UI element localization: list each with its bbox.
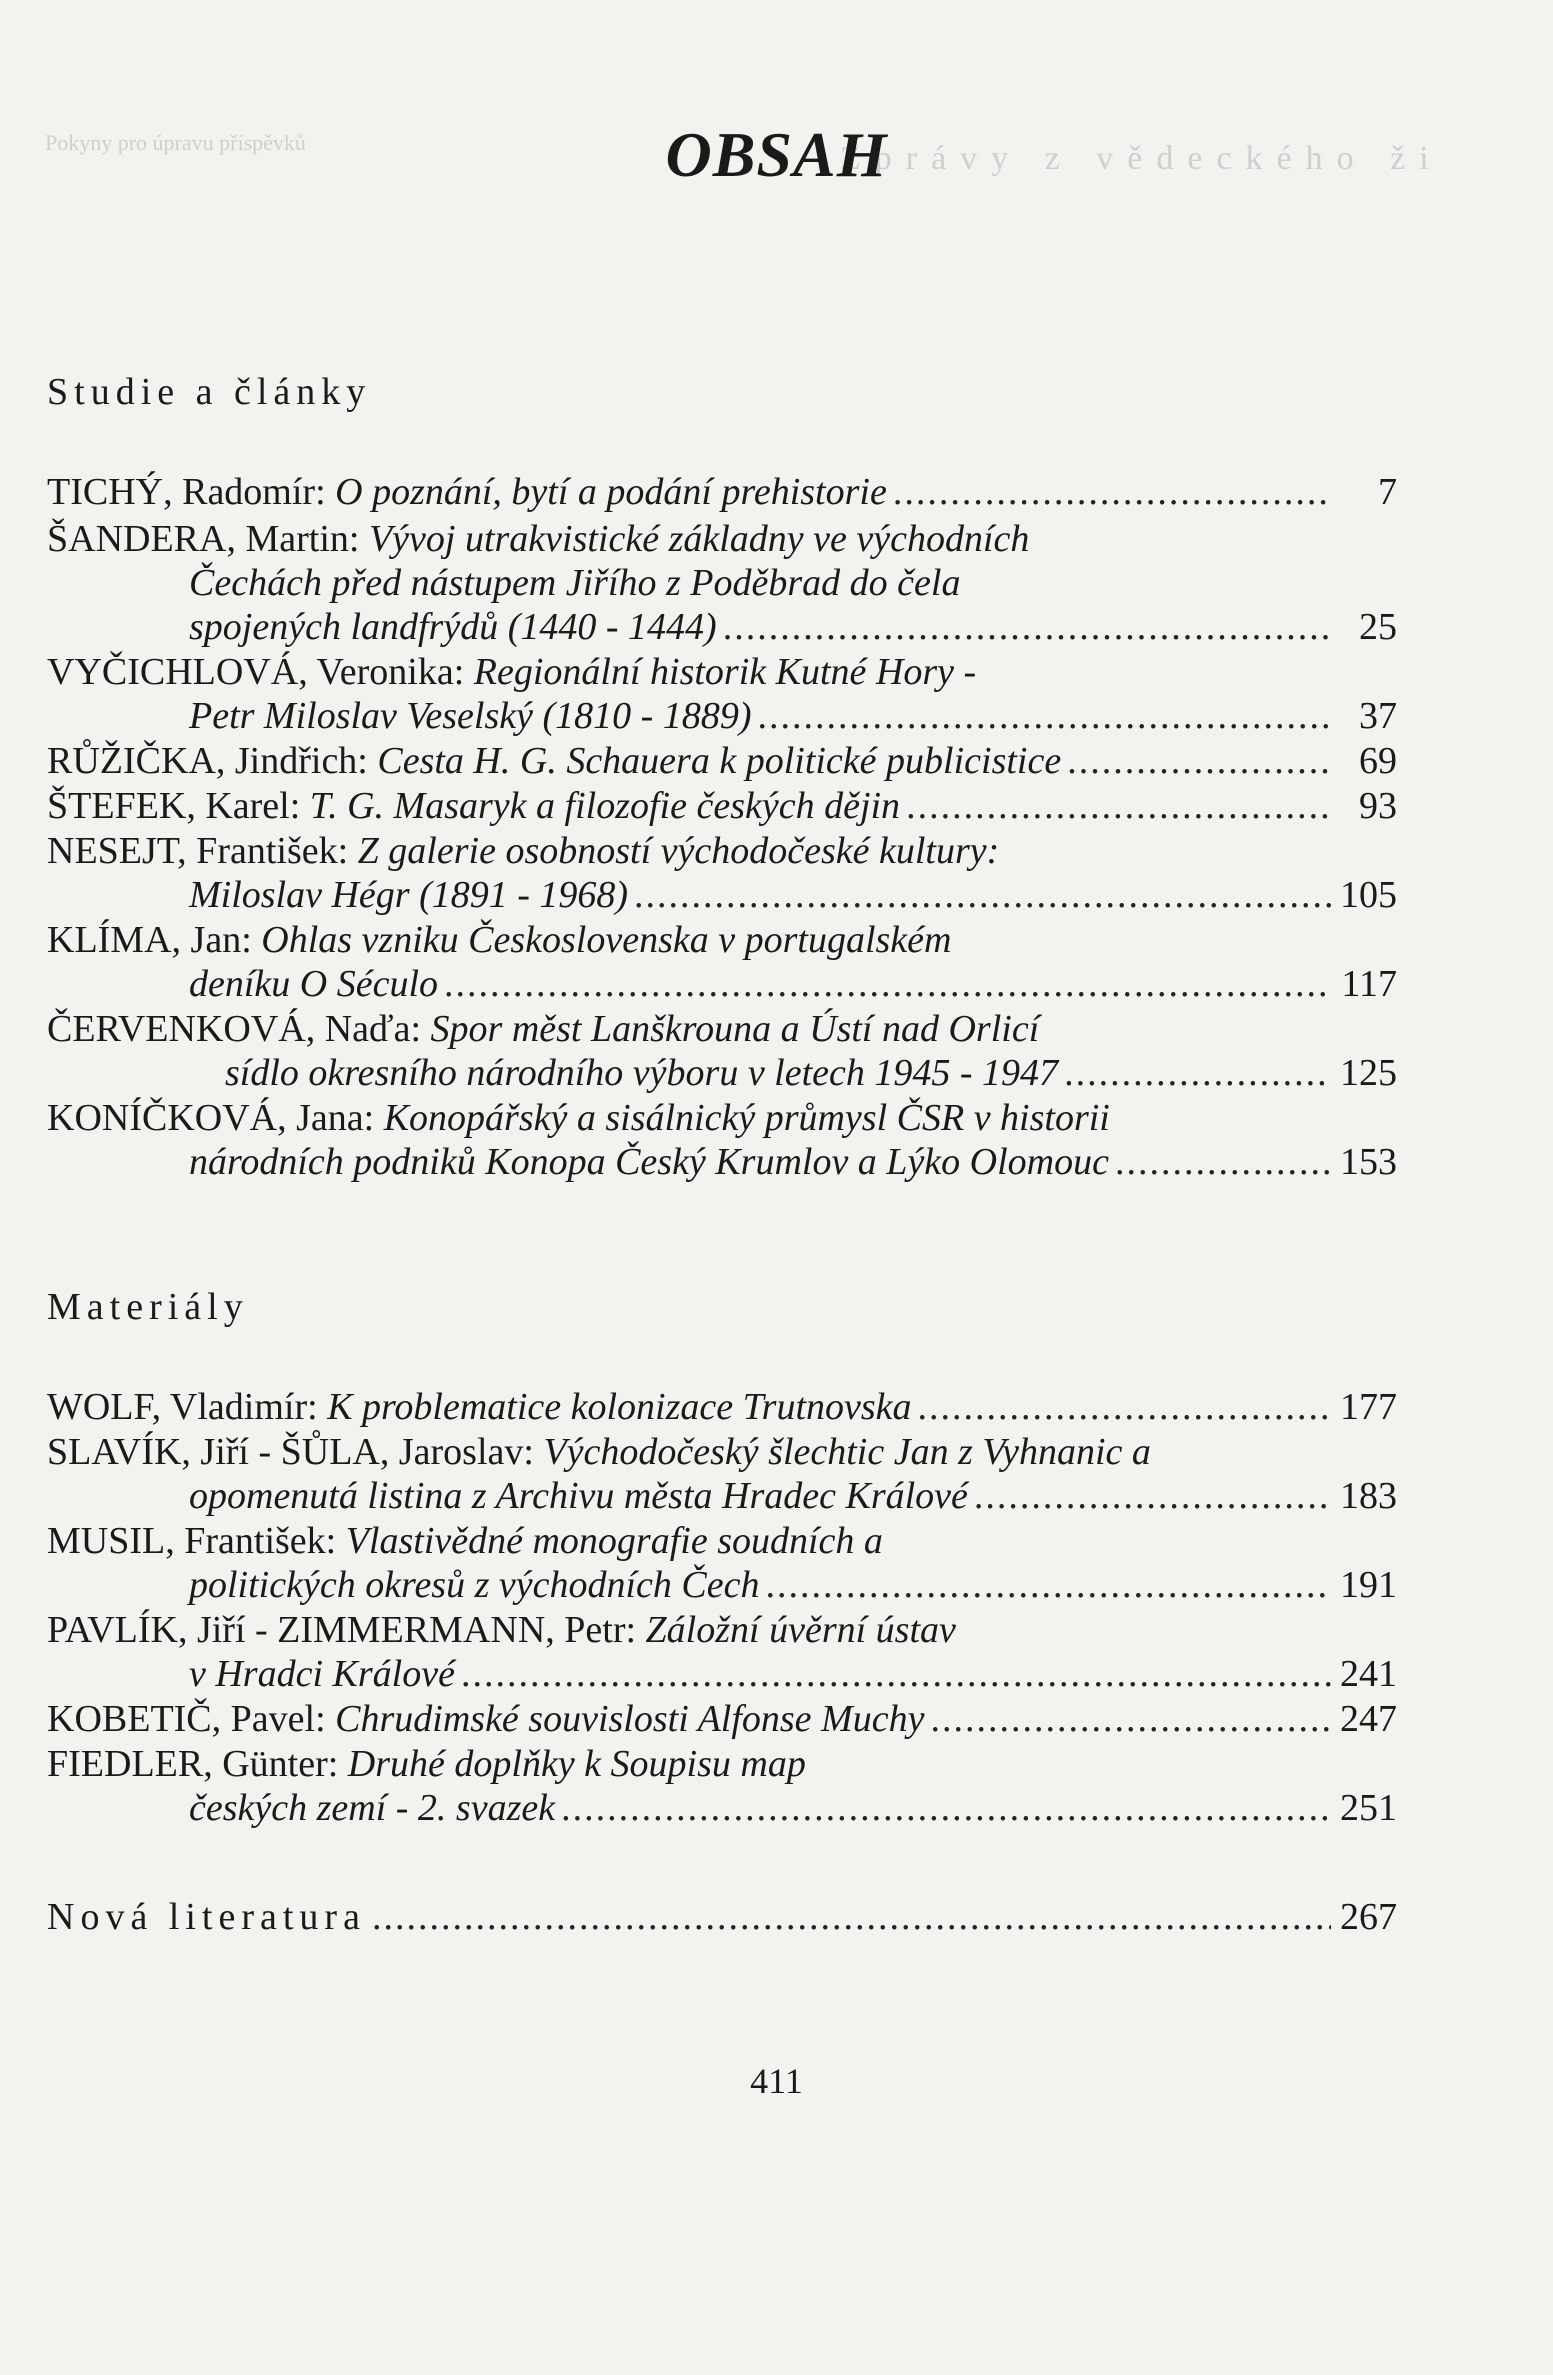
entry-title: českých zemí - 2. svazek [189,1787,556,1829]
entry-author: ČERVENKOVÁ, Naďa: [47,1008,422,1050]
toc-entry [47,1007,1397,1095]
entry-title: spojených landfrýdů (1440 - 1444) [189,606,717,648]
toc-entry [47,650,1397,738]
entry-title: Spor měst Lanškrouna a Ústí nad Orlicí [430,1008,1040,1050]
entry-title: Cesta H. G. Schauera k politické publicistice [377,740,1062,782]
entry-page: 117 [1341,963,1397,1005]
entry-title: Vlastivědné monografie soudních a [345,1520,883,1562]
entry-author: NESEJT, František: [47,830,349,872]
section-heading-studie: Studie a články [47,371,372,413]
toc-entry [47,784,1397,828]
entry-title: Ohlas vzniku Československa v portugalském [261,919,952,961]
entry-author: TICHÝ, Radomír: [47,471,326,513]
entry-title: T. G. Masaryk a filozofie českých dějin [309,785,901,827]
entry-page: 69 [1359,740,1397,782]
entry-page: 183 [1340,1475,1397,1517]
entry-page: 177 [1340,1386,1397,1428]
toc-entry [47,1519,1397,1607]
entry-author: KLÍMA, Jan: [47,919,252,961]
entry-author: PAVLÍK, Jiří - ZIMMERMANN, Petr: [47,1609,637,1651]
entry-title: národních podniků Konopa Český Krumlov a Lýko Olomouc [189,1141,1109,1183]
entry-title: Druhé doplňky k Soupisu map [347,1743,806,1785]
entry-page: 251 [1340,1787,1397,1829]
entry-title: Východočeský šlechtic Jan z Vyhnanic a [543,1431,1151,1473]
page-title: OBSAH [665,119,888,190]
section-heading-materialy: Materiály [47,1286,249,1328]
toc-entry [47,918,1397,1006]
entry-author: FIEDLER, Günter: [47,1743,339,1785]
entry-title: Konopářský a sisálnický průmysl ČSR v historii [383,1097,1110,1139]
entry-title: opomenutá listina z Archivu města Hradec Králové [189,1475,968,1517]
entry-title: Záložní úvěrní ústav [645,1609,956,1651]
entry-title: Petr Miloslav Veselský (1810 - 1889) [189,695,752,737]
entry-page: 93 [1359,785,1397,827]
entry-author: VYČICHLOVÁ, Veronika: [47,651,465,693]
entry-page: 191 [1340,1564,1397,1606]
toc-entry [47,739,1397,783]
entry-title: K problematice kolonizace Trutnovska [327,1386,912,1428]
entry-page: 267 [1340,1896,1397,1938]
entry-author: MUSIL, František: [47,1520,337,1562]
entry-title: Regionální historik Kutné Hory - [473,651,977,693]
entry-author: SLAVÍK, Jiří - ŠŮLA, Jaroslav: [47,1431,534,1473]
toc-entry [47,829,1397,917]
entry-title: Čechách před nástupem Jiřího z Poděbrad do čela [189,562,961,604]
entry-author: KOBETIČ, Pavel: [47,1698,326,1740]
toc-entry [47,1096,1397,1184]
entry-title: politických okresů z východních Čech [189,1564,760,1606]
entry-title: Z galerie osobností východočeské kultury: [357,830,1000,872]
toc-entry [47,1742,1397,1830]
page-number: 411 [750,2061,803,2101]
entry-title: Miloslav Hégr (1891 - 1968) [189,874,629,916]
show-through: Pokyny pro úpravu příspěvků [45,130,306,155]
entry-page: 247 [1340,1698,1397,1740]
entry-page: 105 [1340,874,1397,916]
entry-title: deníku O Século [189,963,439,1005]
entry-page: 7 [1378,471,1397,513]
toc-entry-nova-literatura [47,1895,1397,1939]
entry-author: ŠANDERA, Martin: [47,518,360,560]
entry-page: 125 [1340,1052,1397,1094]
entry-author: RŮŽIČKA, Jindřich: [47,740,368,782]
entry-page: 25 [1359,606,1397,648]
entry-author: KONÍČKOVÁ, Jana: [47,1097,375,1139]
entry-title: v Hradci Králové [189,1653,455,1695]
entry-title: Chrudimské souvislosti Alfonse Muchy [335,1698,925,1740]
entry-author: ŠTEFEK, Karel: [47,785,301,827]
toc-entry [47,1430,1397,1518]
entry-title: O poznání, bytí a podání prehistorie [335,471,887,513]
toc-entry [47,1608,1397,1696]
toc-entry [47,1697,1397,1741]
entry-title: Vývoj utrakvistické základny ve východních [368,518,1030,560]
toc-entry [47,470,1397,514]
section-heading-nova: Nová literatura [47,1896,366,1938]
entry-title: sídlo okresního národního výboru v letech 1945 - 1947 [225,1052,1059,1094]
entry-page: 37 [1359,695,1397,737]
entry-author: WOLF, Vladimír: [47,1386,318,1428]
toc-entry [47,1385,1397,1429]
entry-page: 241 [1340,1653,1397,1695]
entry-page: 153 [1340,1141,1397,1183]
toc-entry [47,517,1397,649]
show-through: Zprávy z vědeckého ži [840,140,1443,177]
